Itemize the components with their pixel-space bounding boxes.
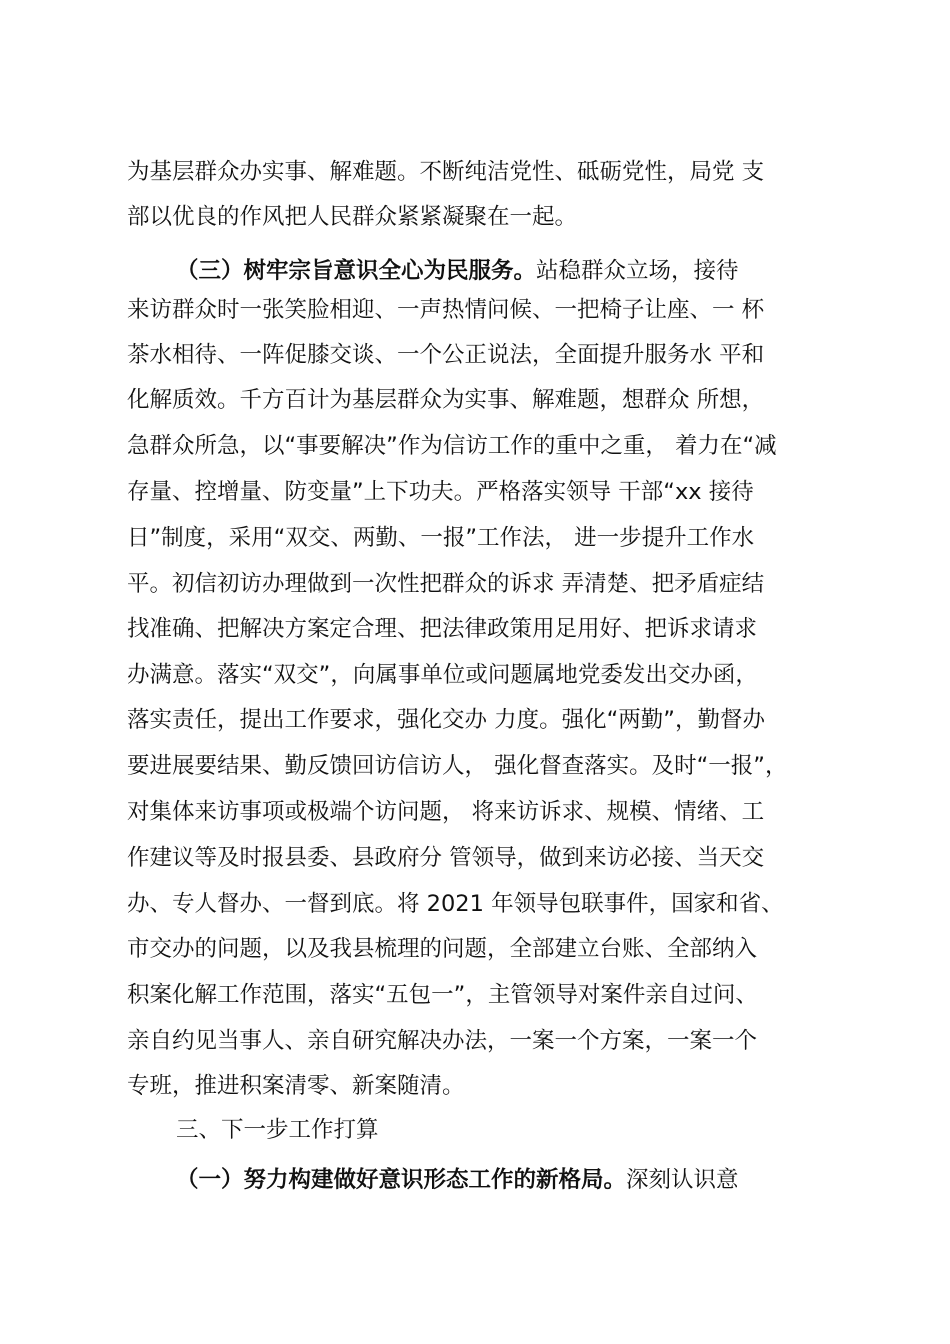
text-line: 市交办的问题，以及我县梳理的问题，全部建立台账、全部纳入 — [127, 936, 758, 962]
text-line: 办满意。落实“双交”，向属事单位或问题属地党委发出交办函， — [127, 662, 758, 688]
text-line: 找准确、把解决方案定合理、把法律政策用足用好、把诉求请求 — [127, 616, 758, 642]
text-line: 化解质效。千方百计为基层群众为实事、解难题，想群众 所想， — [127, 387, 765, 413]
text-line: 日”制度，采用“双交、两勤、一报”工作法， 进一步提升工作水 — [127, 525, 755, 551]
text-line: 积案化解工作范围，落实“五包一”，主管领导对案件亲自过问、 — [127, 982, 758, 1008]
text-line: 平。初信初访办理做到一次性把群众的诉求 弄清楚、把矛盾症结 — [127, 571, 765, 597]
text-line: 专班，推进积案清零、新案随清。 — [127, 1073, 465, 1099]
text-line: 作建议等及时报县委、县政府分 管领导，做到来访必接、当天交 — [127, 845, 765, 871]
chapter-heading: 三、下一步工作打算 — [176, 1117, 379, 1143]
paragraph-lead-text: 站稳群众立场，接待 — [536, 258, 739, 284]
section-heading: （三）树牢宗旨意识全心为民服务。 — [176, 258, 537, 284]
section-heading-line — [176, 1160, 739, 1200]
text-line: 对集体来访事项或极端个访问题， 将来访诉求、规模、情绪、工 — [127, 799, 765, 825]
text-line: 存量、控增量、防变量”上下功夫。严格落实领导 干部“xx 接待 — [127, 479, 754, 505]
text-line: 急群众所急，以“事要解决”作为信访工作的重中之重， 着力在“减 — [127, 433, 777, 459]
paragraph-lead-text: 深刻认识意 — [626, 1167, 739, 1193]
section-heading: （一）努力构建做好意识形态工作的新格局。 — [176, 1167, 627, 1193]
text-line: 部以优良的作风把人民群众紧紧凝聚在一起。 — [127, 204, 578, 230]
text-line: 办、专人督办、一督到底。将 2021 年领导包联事件，国家和省、 — [127, 891, 784, 917]
text-line: 落实责任，提出工作要求，强化交办 力度。强化“两勤”，勤督办 — [127, 707, 765, 733]
text-line: 亲自约见当事人、亲自研究解决办法，一案一个方案，一案一个 — [127, 1028, 758, 1054]
text-line: 要进展要结果、勤反馈回访信访人， 强化督查落实。及时“一报”， — [127, 753, 788, 779]
text-line: 茶水相待、一阵促膝交谈、一个公正说法，全面提升服务水 平和 — [127, 342, 765, 368]
section-heading-line — [176, 251, 739, 291]
text-line: 来访群众时一张笑脸相迎、一声热情问候、一把椅子让座、一 杯 — [127, 297, 765, 323]
text-line: 为基层群众办实事、解难题。不断纯洁党性、砥砺党性，局党 支 — [127, 159, 765, 185]
